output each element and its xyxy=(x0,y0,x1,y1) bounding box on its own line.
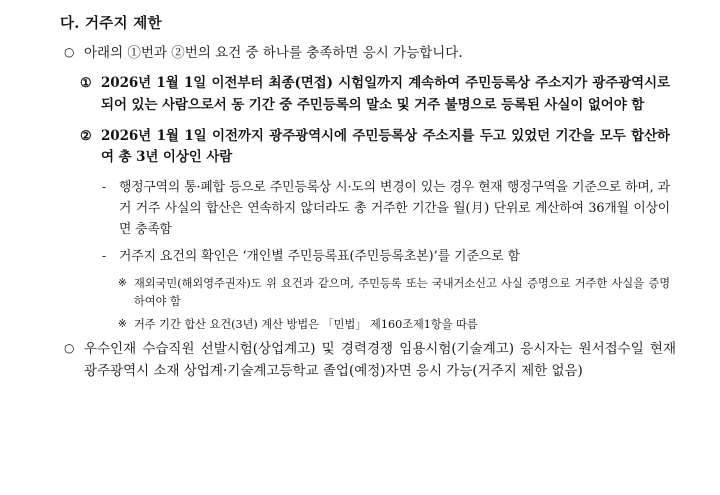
list-item xyxy=(64,339,676,383)
bullet-dash-marker: - xyxy=(102,180,107,195)
note-item xyxy=(118,316,676,333)
list-item-text: 아래의 ①번과 ②번의 요건 중 하나를 충족하면 응시 가능합니다. xyxy=(84,45,463,61)
list-item xyxy=(102,178,676,240)
list-item xyxy=(80,126,676,170)
note-item xyxy=(118,275,676,310)
list-item-text: 행정구역의 통·폐합 등으로 주민등록상 시·도의 변경이 있는 경우 현재 행정구역을 기준으로 하며, 과거 거주 사실의 합산은 연속하지 않더라도 총 거주한 기간을 월(月) 단위로 계산하여 36개월 이상이면 충족함 xyxy=(119,180,670,237)
bullet-reference-marker: ※ xyxy=(118,317,127,330)
note-item-text: 재외국민(해외영주권자)도 위 요건과 같으며, 주민등록 또는 국내거소신고 사실 증명으로 거주한 사실을 증명하여야 함 xyxy=(134,277,670,308)
bullet-dash-marker: - xyxy=(102,249,107,264)
bullet-circle-marker: ○ xyxy=(64,341,75,356)
bullet-reference-marker: ※ xyxy=(118,277,127,290)
section-heading: 다. 거주지 제한 xyxy=(60,15,162,32)
list-item xyxy=(64,43,676,65)
note-item-text: 거주 기간 합산 요건(3년) 계산 방법은 「민법」 제160조제1항을 따름 xyxy=(134,317,478,331)
bullet-number-1-marker: ① xyxy=(80,75,92,91)
list-item-text: 2026년 1월 1일 이전부터 최종(면접) 시험일까지 계속하여 주민등록상 주소지가 광주광역시로 되어 있는 사람으로서 동 기간 중 주민등록의 말소 및 거주 불명으로 등록된 사실이 없어야 함 xyxy=(101,74,670,113)
bullet-number-2-marker: ② xyxy=(80,128,92,144)
list-item-text: 거주지 요건의 확인은 ‘개인별 주민등록표(주민등록초본)’를 기준으로 함 xyxy=(119,249,521,265)
list-item-text: 우수인재 수습직원 선발시험(상업계고) 및 경력경쟁 임용시험(기술계고) 응시자는 원서접수일 현재 광주광역시 소재 상업계·기술계고등학교 졸업(예정)자면 응시 가능(거주지 제한 없음) xyxy=(84,341,676,380)
list-item xyxy=(80,73,676,117)
list-item xyxy=(102,247,676,268)
bullet-circle-marker: ○ xyxy=(64,45,75,59)
list-item-text: 2026년 1월 1일 이전까지 광주광역시에 주민등록상 주소지를 두고 있었던 기간을 모두 합산하여 총 3년 이상인 사람 xyxy=(101,127,670,166)
